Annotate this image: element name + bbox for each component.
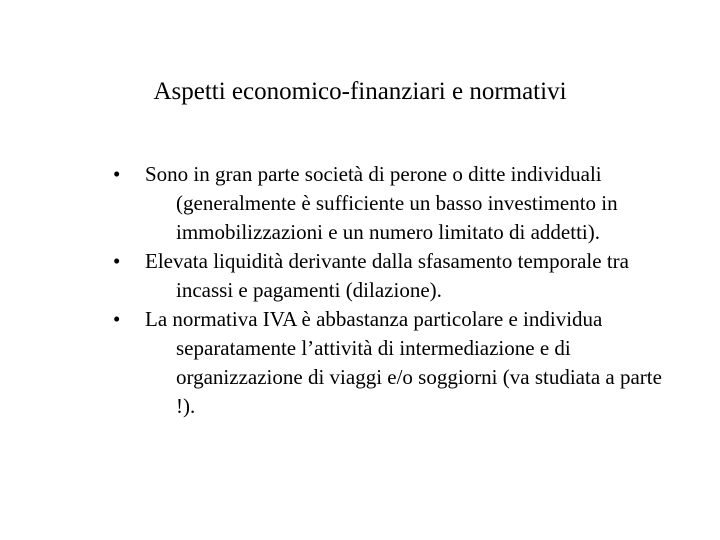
bullet-line: !). bbox=[176, 394, 196, 418]
bullet-item bbox=[0, 247, 720, 305]
slide-title: Aspetti economico-finanziari e normativi bbox=[153, 78, 567, 105]
bullet-line: incassi e pagamenti (dilazione). bbox=[176, 278, 442, 302]
bullet-line: (generalmente è sufficiente un basso investimento in bbox=[176, 191, 618, 215]
bullet-line: Sono in gran parte società di perone o ditte individuali bbox=[145, 162, 602, 186]
bullet-marker: • bbox=[113, 307, 121, 331]
bullet-marker: • bbox=[113, 249, 121, 273]
bullet-line: Elevata liquidità derivante dalla sfasamento temporale tra bbox=[145, 249, 629, 273]
bullet-item bbox=[0, 160, 720, 247]
bullet-line: immobilizzazioni e un numero limitato di addetti). bbox=[176, 220, 600, 244]
bullet-list bbox=[0, 160, 720, 421]
bullet-line: separatamente l’attività di intermediazione e di bbox=[176, 336, 571, 360]
bullet-marker: • bbox=[113, 162, 121, 186]
bullet-line: organizzazione di viaggi e/o soggiorni (va studiata a parte bbox=[176, 365, 662, 389]
bullet-line: La normativa IVA è abbastanza particolare e individua bbox=[145, 307, 603, 331]
bullet-item bbox=[0, 305, 720, 421]
